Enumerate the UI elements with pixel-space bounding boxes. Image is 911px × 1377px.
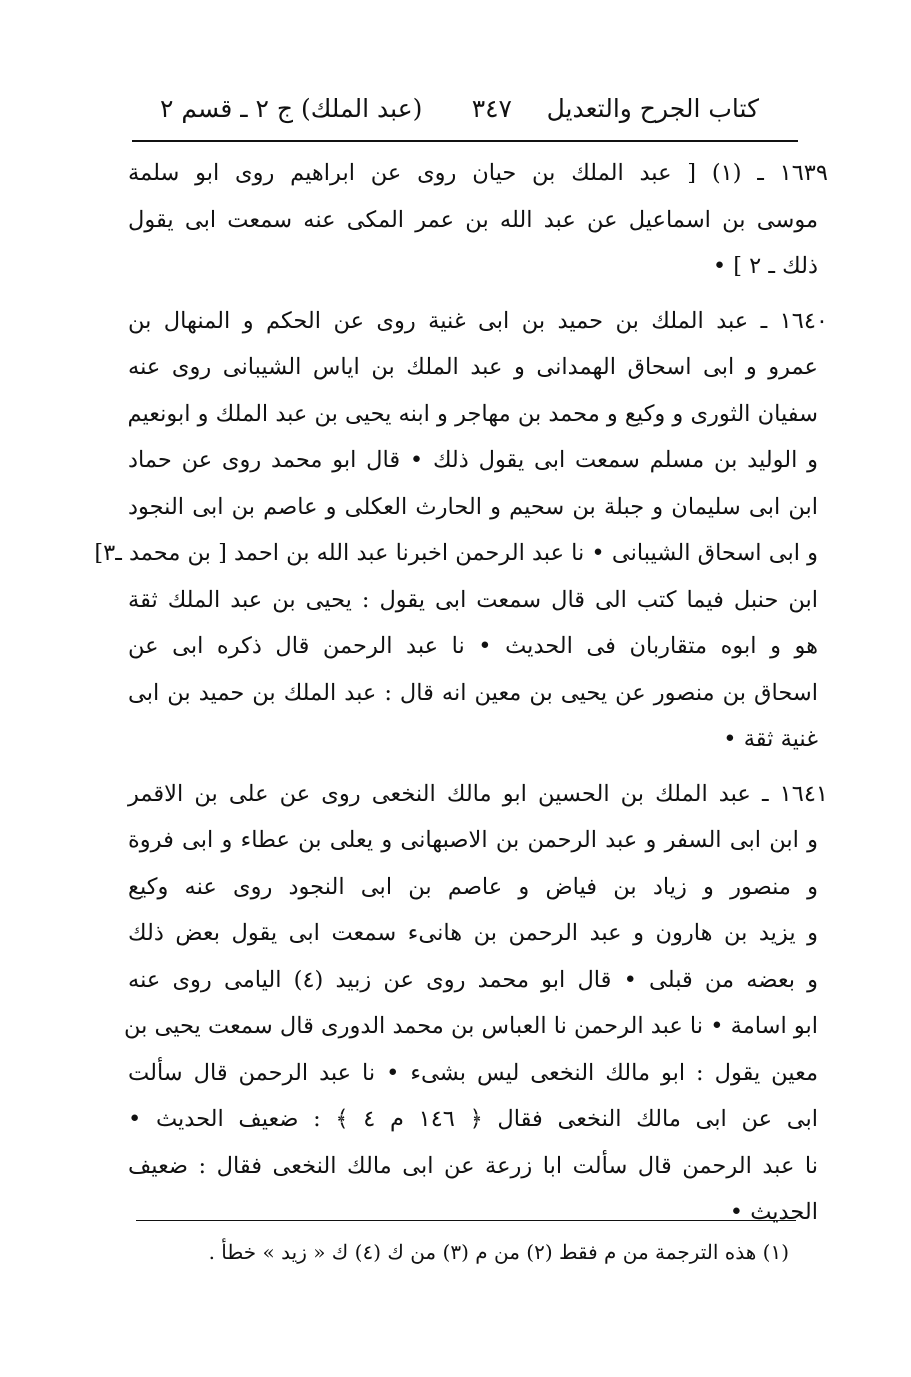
text-line: و يزيد بن هارون و عبد الرحمن بن هانىء سمعت ابى يقول بعض ذلك bbox=[128, 920, 818, 946]
text-line: نا عبد الرحمن قال سألت ابا زرعة عن ابى مالك النخعى فقال : ضعيف bbox=[128, 1152, 818, 1179]
text-line: موسى بن اسماعيل عن عبد الله بن عمر المكى عنه سمعت ابى يقول bbox=[128, 206, 818, 233]
entry-separator bbox=[128, 290, 818, 298]
running-header bbox=[132, 84, 797, 134]
text-line: و بعضه من قبلى • قال ابو محمد روى عن زبيد (٤) اليامى روى عنه bbox=[128, 966, 818, 993]
text-line: عمرو و ابى اسحاق الهمدانى و عبد الملك بن اياس الشيبانى روى عنه bbox=[128, 354, 818, 380]
text-line: الحديث • bbox=[729, 1199, 818, 1225]
header-rule bbox=[132, 140, 798, 142]
section-label: (عبد الملك) ج ٢ ـ قسم ٢ bbox=[160, 94, 423, 123]
text-line: و ابن ابى السفر و عبد الرحمن بن الاصبهانى و يعلى بن عطاء و ابى فروة bbox=[128, 827, 818, 853]
text-line: ذلك ـ ٢ ] • bbox=[712, 253, 818, 279]
text-line: غنية ثقة • bbox=[723, 726, 818, 752]
text-line: ابى عن ابى مالك النخعى فقال ﴿ ١٤٦ م ٤ ﴾ : ضعيف الحديث • bbox=[128, 1106, 818, 1132]
text-line: و منصور و زياد بن فياض و عاصم بن ابى النجود روى عنه وكيع bbox=[128, 873, 818, 900]
text-line: سفيان الثورى و وكيع و محمد بن مهاجر و ابنه يحيى بن عبد الملك و ابونعيم bbox=[127, 400, 818, 427]
text-line: ابو اسامة • نا عبد الرحمن نا العباس بن محمد الدورى قال سمعت يحيى بن bbox=[123, 1013, 818, 1039]
entry-first-line: ١٦٤١ ـ عبد الملك بن الحسين ابو مالك النخعى روى عن على بن الاقمر bbox=[128, 780, 828, 807]
footnote: (١) هذه الترجمة من م فقط (٢) من م (٣) من ك (٤) ك « زيد » خطأ . bbox=[208, 1240, 789, 1264]
entry-first-line: ١٦٣٩ ـ (١) [ عبد الملك بن حيان روى عن ابراهيم روى ابو سلمة bbox=[128, 160, 828, 186]
main-text bbox=[94, 150, 828, 1236]
footnote-rule bbox=[136, 1220, 796, 1221]
entry-first-line: ١٦٤٠ ـ عبد الملك بن حميد بن ابى غنية روى عن الحكم و المنهال بن bbox=[128, 307, 828, 334]
text-line: معين يقول : ابو مالك النخعى ليس بشىء • نا عبد الرحمن قال سألت bbox=[128, 1059, 818, 1086]
page-number: ٣٤٧ bbox=[471, 94, 512, 123]
text-line: هو و ابوه متقاربان فى الحديث • نا عبد الرحمن قال ذكره ابى عن bbox=[128, 633, 818, 659]
text-line: ابن حنبل فيما كتب الى قال سمعت ابى يقول : يحيى بن عبد الملك ثقة bbox=[128, 586, 818, 613]
entry-separator bbox=[128, 763, 818, 771]
text-line: اسحاق بن منصور عن يحيى بن معين انه قال : عبد الملك بن حميد بن ابى bbox=[128, 679, 818, 706]
text-line: و ابى اسحاق الشيبانى • نا عبد الرحمن اخبرنا عبد الله بن احمد [ بن محمد ـ٣] bbox=[94, 540, 818, 566]
text-line: ابن ابى سليمان و جبلة بن سحيم و الحارث العكلى و عاصم بن ابى النجود bbox=[128, 493, 818, 520]
text-line: و الوليد بن مسلم سمعت ابى يقول ذلك • قال ابو محمد روى عن حماد bbox=[128, 447, 818, 473]
book-title: كتاب الجرح والتعديل bbox=[546, 94, 759, 123]
